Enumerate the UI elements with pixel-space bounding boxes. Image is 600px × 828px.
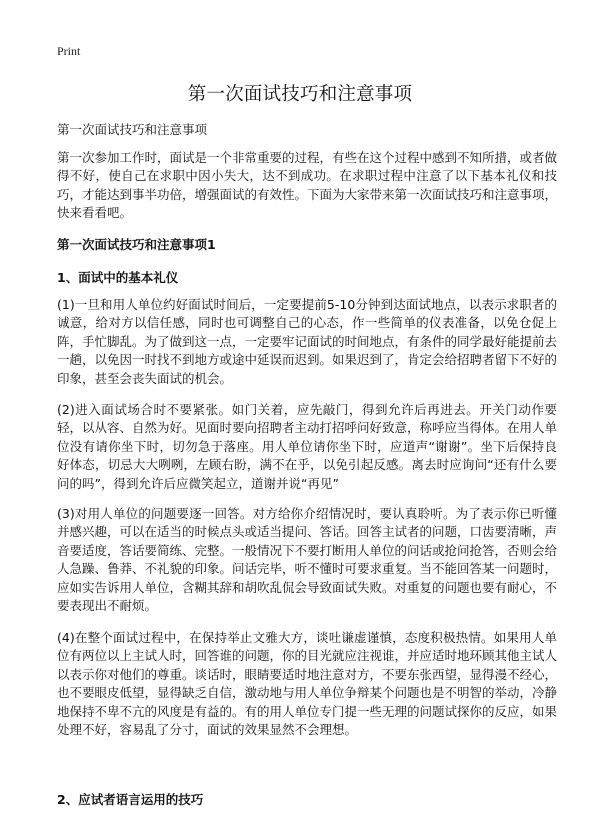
paragraph-3: (3)对用人单位的问题要逐一回答。对方给你介绍情况时，要认真聆听。为了表示你已听懂并感兴趣，可以在适当的时候点头或适当提问、答话。回答主试者的问题，口齿要清晰，声音要适度，答话要简练、完整。一般情况下不要打断用人单位的问话或抢问抢答，否则会给人急躁、鲁莽、不礼貌的印象。问话完毕，听不懂时可要求重复。当不能回答某一问题时，应如实告诉用人单位，含糊其辞和胡吹乱侃会导致面试失败。对重复的问题也要有耐心，不要表现出不耐烦。 (57, 506, 558, 614)
heading-basic-etiquette: 1、面试中的基本礼仪 (57, 270, 179, 285)
paragraph-1: (1)一旦和用人单位约好面试时间后，一定要提前5-10分钟到达面试地点，以表示求职者的诚意，给对方以信任感，同时也可调整自己的心态，作一些简单的仪表准备，以免仓促上阵，手忙脚乱。为了做到这一点，一定要牢记面试的时间地点，有条件的同学最好能提前去一趟，以免因一时找不到地方或途中延误而迟到。如果迟到了，肯定会给招聘者留下不好的印象，甚至会丧失面试的机会。 (57, 297, 558, 386)
paragraph-2: (2)进入面试场合时不要紧张。如门关着，应先敲门，得到允许后再进去。开关门动作要轻，以从容、自然为好。见面时要向招聘者主动打招呼问好致意，称呼应当得体。在用人单位没有请你坐下时，切勿急于落座。用人单位请你坐下时，应道声“谢谢”。坐下后保持良好体态，切忌大大咧咧，左顾右盼，满不在乎，以免引起反感。离去时应询问“还有什么要问的吗”，得到允许后应微笑起立，道谢并说“再见” (57, 402, 558, 491)
print-link[interactable]: Print (57, 44, 81, 58)
intro-paragraph: 第一次参加工作时，面试是一个非常重要的过程，有些在这个过程中感到不知所措，或者做得不好，使自己在求职中因小失大，达不到成功。在求职过程中注意了以下基本礼仪和技巧，才能达到事半功倍，增强面试的有效性。下面为大家带来第一次面试技巧和注意事项，快来看看吧。 (57, 150, 558, 221)
paragraph-4: (4)在整个面试过程中，在保持举止文雅大方，谈吐谦虚谨慎，态度积极热情。如果用人单位有两位以上主试人时，回答谁的问题，你的目光就应注视谁，并应适时地环顾其他主试人以表示你对他们的尊重。谈话时，眼睛要适时地注意对方，不要东张西望，显得漫不经心，也不要眼皮低望，显得缺乏自信，激动地与用人单位争辩某个问题也是不明智的举动，冷静地保持不卑不亢的风度是有益的。有的用人单位专门提一些无理的问题试探你的反应，如果处理不好，容易乱了分寸，面试的效果显然不会理想。 (57, 630, 558, 738)
section-heading: 第一次面试技巧和注意事项1 (57, 237, 216, 252)
subtitle: 第一次面试技巧和注意事项 (57, 122, 208, 137)
heading-language-skills: 2、应试者语言运用的技巧 (57, 792, 204, 807)
page-title: 第一次面试技巧和注意事项 (187, 84, 413, 105)
